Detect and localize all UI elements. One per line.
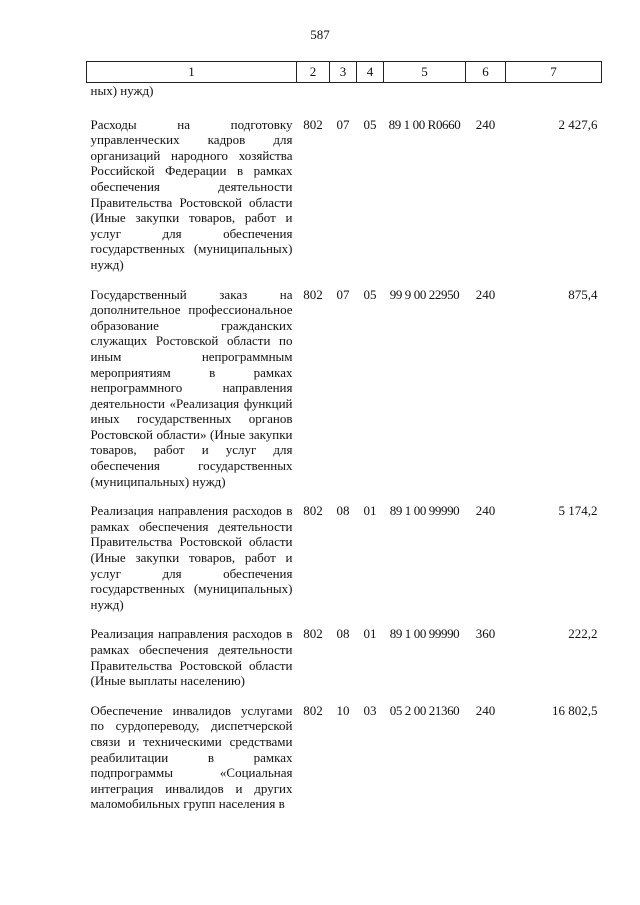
row-expense-type: 360 xyxy=(475,626,496,642)
row-section-code: 07 xyxy=(336,286,350,302)
table-row xyxy=(87,616,602,692)
row-description: Государственный заказ на дополнительное профессиональное образование гражданских служащих Ростовской области по иным непрограммным мероприятиям в рамках непрограммного направления деятельности «Реализация функций иных государственных органов Ростовской области» (Иные закупки товаров, работ и услуг для обеспечения государственных (муниципальных) нужд) xyxy=(90,286,293,489)
row-target-article: 89 1 00 99990 xyxy=(389,503,460,519)
row-ministry-code: 802 xyxy=(303,503,323,519)
row-subsection-code: 01 xyxy=(363,626,377,642)
row-subsection-code: 05 xyxy=(363,286,377,302)
row-section-code: 08 xyxy=(336,626,350,642)
row-expense-type: 240 xyxy=(475,286,496,302)
continuation-row xyxy=(87,83,602,107)
row-target-article: 99 9 00 22950 xyxy=(389,286,460,302)
column-header-4: 4 xyxy=(357,62,384,83)
table-row xyxy=(87,107,602,277)
row-subsection-code: 05 xyxy=(363,116,377,132)
row-target-article: 05 2 00 21360 xyxy=(389,702,460,718)
column-header-1: 1 xyxy=(87,62,297,83)
row-subsection-code: 03 xyxy=(363,702,377,718)
row-amount: 2 427,6 xyxy=(558,116,598,132)
row-description: Реализация направления расходов в рамках обеспечения деятельности Правительства Ростовской области (Иные закупки товаров, работ и услуг для обеспечения государственных (муниципальных) нужд) xyxy=(90,503,293,612)
page-number: 587 xyxy=(310,27,330,42)
row-section-code: 10 xyxy=(336,702,350,718)
column-header-6: 6 xyxy=(466,62,506,83)
table-row xyxy=(87,693,602,816)
row-target-article: 89 1 00 R0660 xyxy=(388,116,461,132)
row-amount: 5 174,2 xyxy=(558,503,598,519)
row-section-code: 08 xyxy=(336,503,350,519)
row-description: Расходы на подготовку управленческих кадров для организаций народного хозяйства Российской Федерации в рамках обеспечения деятельности Правительства Ростовской области (Иные закупки товаров, работ и услуг для обеспечения государственных (муниципальных) нужд) xyxy=(90,116,293,272)
table-row xyxy=(87,493,602,616)
row-section-code: 07 xyxy=(336,116,350,132)
column-header-2: 2 xyxy=(297,62,330,83)
table-header-row xyxy=(87,62,602,83)
column-header-7: 7 xyxy=(506,62,602,83)
column-header-3: 3 xyxy=(330,62,357,83)
continuation-text: ных) нужд) xyxy=(90,83,154,98)
row-amount: 16 802,5 xyxy=(552,702,598,718)
budget-table xyxy=(86,61,602,816)
row-subsection-code: 01 xyxy=(363,503,377,519)
row-expense-type: 240 xyxy=(475,116,496,132)
table-row xyxy=(87,277,602,494)
row-description: Обеспечение инвалидов услугами по сурдопереводу, диспетчерской связи и техническими средствами реабилитации в рамках подпрограммы «Социальная интеграция инвалидов и других маломобильных групп населения в xyxy=(90,702,293,812)
row-expense-type: 240 xyxy=(475,503,496,519)
row-description: Реализация направления расходов в рамках обеспечения деятельности Правительства Ростовской области (Иные выплаты населению) xyxy=(90,626,293,689)
row-amount: 875,4 xyxy=(568,286,598,302)
row-target-article: 89 1 00 99990 xyxy=(389,626,460,642)
row-ministry-code: 802 xyxy=(303,286,323,302)
row-amount: 222,2 xyxy=(568,626,598,642)
row-expense-type: 240 xyxy=(475,702,496,718)
column-header-5: 5 xyxy=(384,62,466,83)
row-ministry-code: 802 xyxy=(303,626,323,642)
row-ministry-code: 802 xyxy=(303,116,323,132)
row-ministry-code: 802 xyxy=(303,702,323,718)
